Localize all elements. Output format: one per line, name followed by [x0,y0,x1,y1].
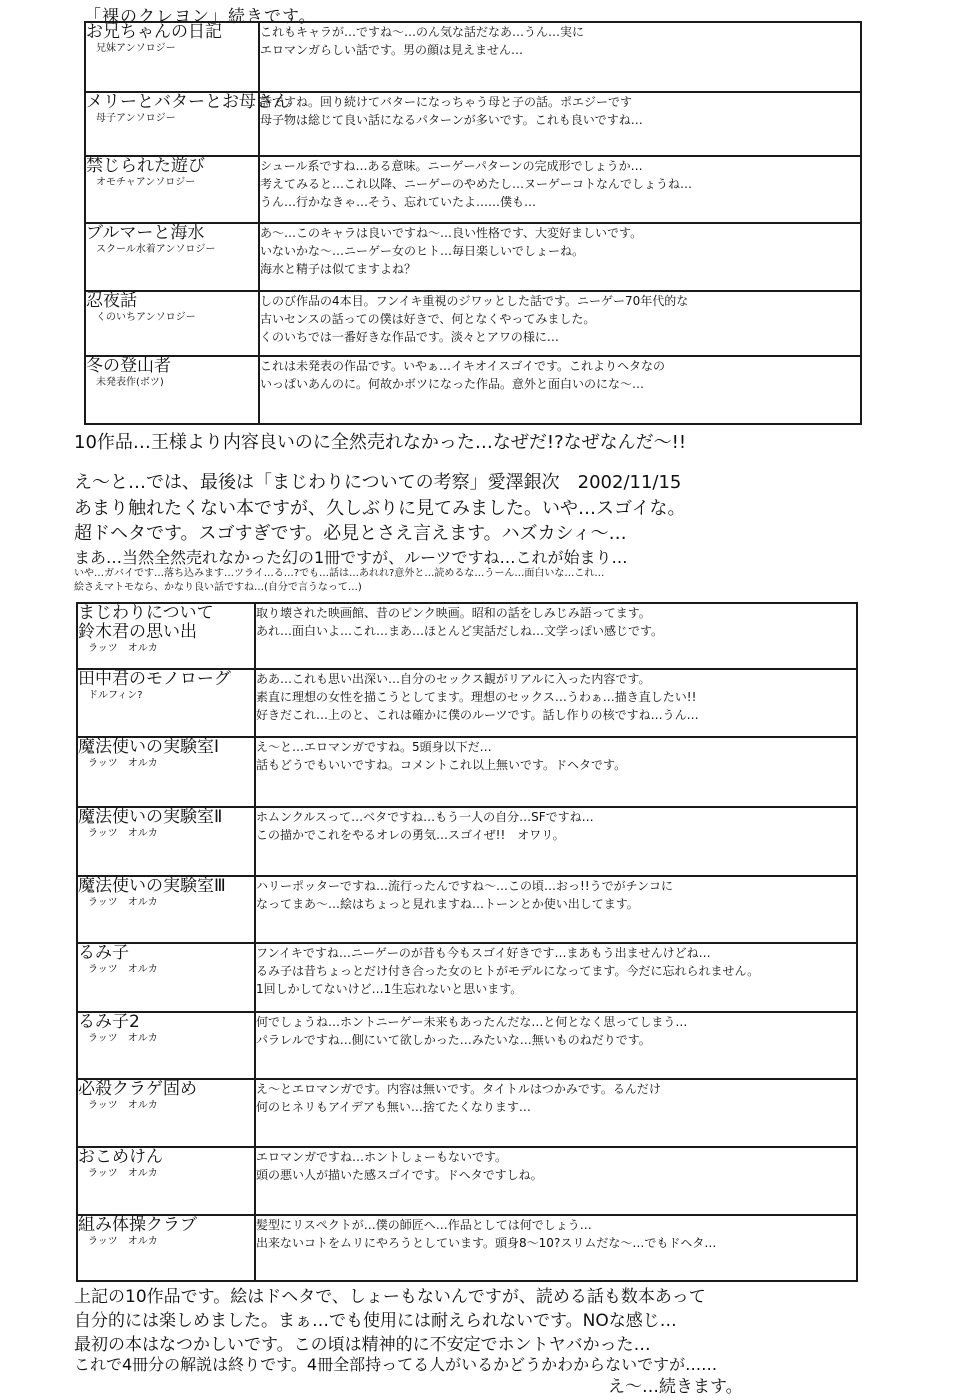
entry-comment-cell [259,22,861,92]
review-table-1 [84,21,862,425]
entry-title-cell [85,223,259,291]
entry-title: 冬の登山者 [86,356,171,376]
comment-line: るみ子は昔ちょっとだけ付き合った女のヒトがモデルになってます。今だに忘れられません。 [256,964,760,978]
intro-small-note: 絵さえマトモなら、かなり良い話ですね…(自分で言うなって…) [74,582,362,593]
comment-line: ハリーポッターですね…流行ったんですね〜…この頃…おっ!!うでがチンコに [256,879,674,893]
comment-line: え〜とエロマンガです。内容は無いです。タイトルはつかみです。るんだけ [256,1082,661,1096]
table-row [77,1079,857,1147]
intro-paragraph: あまり触れたくない本ですが、久しぶりに見てみました。いや…スゴイな。 [74,498,686,519]
closing-note: え〜…続きます。 [608,1377,743,1397]
entry-comment-cell [255,1215,857,1281]
entry-title-cell [85,22,259,92]
review-table-2 [76,602,858,1282]
entry-title: 魔法使いの実験室Ⅱ [78,807,223,827]
entry-comment-cell [259,356,861,424]
comment-line: いないかな〜…ニーゲー女のヒト…毎日楽しいでしょーね。 [260,244,585,258]
entry-title: 田中君のモノローグ [78,669,231,689]
comment-line: 素直に理想の女性を描こうとしてます。理想のセックス…うわぁ…描き直したい!! [256,690,697,704]
intro-paragraph: え〜と…では、最後は「まじわりについての考察」愛澤銀次 2002/11/15 [74,472,682,493]
comment-line: フンイキですね…ニーゲーのが昔も今もスゴイ好きです…まあもう出ませんけどね… [256,946,711,960]
entry-title-cell [77,669,255,737]
entry-title-cell [85,356,259,424]
entry-subtitle: ラッツ オルカ [88,897,158,908]
entry-comment-cell [259,92,861,156]
table-row [77,807,857,876]
entry-subtitle: ラッツ オルカ [88,1168,158,1179]
comment-line: 海水と精子は似てますよね？ [260,262,417,276]
entry-subtitle: ラッツ オルカ [88,964,158,975]
comment-line: 取り壊された映画館、昔のピンク映画。昭和の話をしみじみ語ってます。 [256,606,651,620]
comment-line: エロマンガですね…ホントしょーもないです。 [256,1150,508,1164]
entry-title-line2: 鈴木君の思い出 [78,622,197,642]
entry-title-cell [77,876,255,943]
table-row [77,943,857,1012]
entry-subtitle: ドルフィン? [88,690,143,701]
comment-line: 好きだこれ…上のと、これは確かに僕のルーツです。話し作りの核ですね…うん… [256,708,699,722]
entry-title: 忍夜話 [86,291,137,311]
comment-line: ああ…これも思い出深い…自分のセックス観がリアルに入った内容です。 [256,672,651,686]
table-row [77,1012,857,1079]
outro-paragraph: 上記の10作品です。絵はドヘタで、しょーもないんですが、読める話も数本あって [74,1287,706,1307]
entry-title: 禁じられた遊び [86,156,205,176]
entry-subtitle: ラッツ オルカ [88,758,158,769]
table-row [77,669,857,737]
entry-subtitle: くのいちアンソロジー [96,312,196,323]
entry-title: 魔法使いの実験室Ⅰ [78,737,220,757]
comment-line: 頭の悪い人が描いた感スゴイです。ドヘタですしね。 [256,1168,543,1182]
entry-title-cell [85,92,290,156]
entry-subtitle: ラッツ オルカ [88,1100,158,1111]
entry-subtitle: ラッツ オルカ [88,828,158,839]
intro-small-note: いや…ガバイです…落ち込みます…ツライ…る…?でも…話は…あれれ?意外と…読めるな…うーん…面白いな…これ… [74,568,605,579]
entry-title-cell [77,943,255,1012]
entry-title-cell [77,1215,255,1281]
entry-subtitle: ラッツ オルカ [88,1033,158,1044]
table-row [77,603,857,669]
entry-subtitle: オモチャアンソロジー [96,177,196,188]
comment-line: くのいちでは一番好きな作品です。淡々とアワの様に… [260,330,559,344]
entry-title-cell [85,291,259,356]
comment-line: ホムンクルスって…ベタですね…もう一人の自分…SFですね… [256,810,594,824]
outro-paragraph: 自分的には楽しめました。まぁ…でも使用には耐えられないです。NOな感じ… [74,1311,677,1331]
entry-comment-cell [255,669,857,737]
table-row [77,737,857,807]
intro-paragraph: 超ドヘタです。スゴすぎです。必見とさえ言えます。ハズカシィ〜… [74,523,627,544]
comment-line: 話もどうでもいいですね。コメントこれ以上無いです。ドヘタです。 [256,758,627,772]
entry-comment-cell [259,291,861,356]
table-row [77,1147,857,1215]
entry-subtitle: ラッツ オルカ [88,643,158,654]
entry-comment-cell [255,603,857,669]
entry-title: ブルマーと海水 [86,223,205,243]
entry-title-cell [77,807,255,876]
entry-comment-cell [255,1079,857,1147]
entry-title: るみ子2 [78,1012,140,1032]
entry-subtitle: ラッツ オルカ [88,1236,158,1247]
comment-line: これもキャラが…ですね〜…のん気な話だなあ…うん…実に [260,25,585,39]
entry-title: まじわりについて [78,603,214,623]
comment-line: 何のヒネリもアイデアも無い…捨てたくなります… [256,1100,531,1114]
comment-line: エロマンガらしい話です。男の顔は見えません… [260,43,524,57]
entry-title: 魔法使いの実験室Ⅲ [78,876,226,896]
comment-line: うん…行かなきゃ…そう、忘れていたよ……僕も… [260,195,537,209]
entry-comment-cell [255,1012,857,1079]
entry-comment-cell [255,737,857,807]
comment-line: 1回しかしてないけど…1生忘れないと思います。 [256,982,523,996]
entry-subtitle: 兄妹アンソロジー [96,43,176,54]
comment-line: なってまあ〜…絵はちょっと見れますね…トーンとか使い出してます。 [256,897,639,911]
entry-title-cell [77,1012,255,1079]
table-row [85,356,861,424]
entry-subtitle: 母子アンソロジー [96,113,176,124]
comment-line: いっぱいあんのに。何故かボツになった作品。意外と面白いのにな〜… [260,377,645,391]
entry-comment-cell [255,1147,857,1215]
table-row [85,223,861,291]
table-row [85,291,861,356]
entry-comment-cell [255,943,857,1012]
table-row [85,92,861,156]
table-row [77,1215,857,1281]
comment-line: 古いセンスの話っての僕は好きで、何となくやってみました。 [260,312,596,326]
comment-line: 考えてみると…これ以降、ニーゲーのやめたし…ヌーゲーコトなんでしょうね… [260,177,693,191]
entry-title-cell [77,1079,255,1147]
comment-line: この描かでこれをやるオレの勇気…スゴイぜ!! オワリ。 [256,828,565,842]
entry-title-cell [77,603,255,669]
entry-subtitle: 未発表作(ボツ) [96,377,164,388]
comment-line: これは未発表の作品です。いやぁ…イキオイスゴイです。これよりヘタなの [260,359,666,373]
comment-line: 髪型にリスペクトが…僕の師匠へ…作品としては何でしょう… [256,1218,592,1232]
comment-line: え〜と…エロマンガですね。5頭身以下だ… [256,740,492,754]
entry-title: お兄ちゃんの日記 [86,22,222,42]
comment-line: パラレルですね…側にいて欲しかった…みたいな…無いものねだりです。 [256,1033,651,1047]
table-row [85,22,861,92]
entry-comment-cell [255,876,857,943]
table-row [77,876,857,943]
entry-comment-cell [255,807,857,876]
outro-paragraph: 最初の本はなつかしいです。この頃は精神的に不安定でホントヤバかった… [74,1335,651,1355]
comment-line: 出来ないコトをムリにやろうとしています。頭身8〜10?スリムだな〜…でもドヘタ… [256,1236,717,1250]
entry-title: メリーとバターとお母さん [86,92,290,112]
entry-title: 組み体操クラブ [78,1215,197,1235]
comment-line: 母子物は総じて良い話になるパターンが多いです。これも良いですね… [260,113,643,127]
summary-paragraph: 10作品…王様より内容良いのに全然売れなかった…なぜだ!?なぜなんだ〜!! [74,432,687,453]
comment-line: 詩ですね。回り続けてバターになっちゃう母と子の話。ポエジーです [260,95,633,109]
entry-comment-cell [259,156,861,223]
entry-title-cell [77,1147,255,1215]
page-heading: 「裸のクレヨン」続きです。 [84,7,317,27]
comment-line: あれ…面白いよ…これ…まあ…ほとんど実話だしね…文学っぽい感じです。 [256,624,664,638]
entry-comment-cell [259,223,861,291]
comment-line: 何でしょうね…ホントニーゲー未来もあったんだな…と何となく思ってしまう… [256,1015,688,1029]
entry-title: 必殺クラゲ固め [78,1079,197,1099]
comment-line: あ〜…このキャラは良いですね〜…良い性格です、大変好ましいです。 [260,226,643,240]
entry-title: おこめけん [78,1147,163,1167]
outro-paragraph: これで4冊分の解説は終りです。4冊全部持ってる人がいるかどうかわからないですが…… [74,1355,718,1374]
comment-line: しのび作品の4本目。フンイキ重視のジワッとした話です。ニーゲー70年代的な [260,294,689,308]
entry-title-cell [85,156,259,223]
comment-line: シュール系ですね…ある意味。ニーゲーパターンの完成形でしょうか… [260,159,643,173]
entry-title: るみ子 [78,943,129,963]
entry-title-cell [77,737,255,807]
intro-paragraph: まあ…当然全然売れなかった幻の1冊ですが、ルーツですね…これが始まり… [74,548,628,567]
table-row [85,156,861,223]
entry-subtitle: スクール水着アンソロジー [96,244,216,255]
